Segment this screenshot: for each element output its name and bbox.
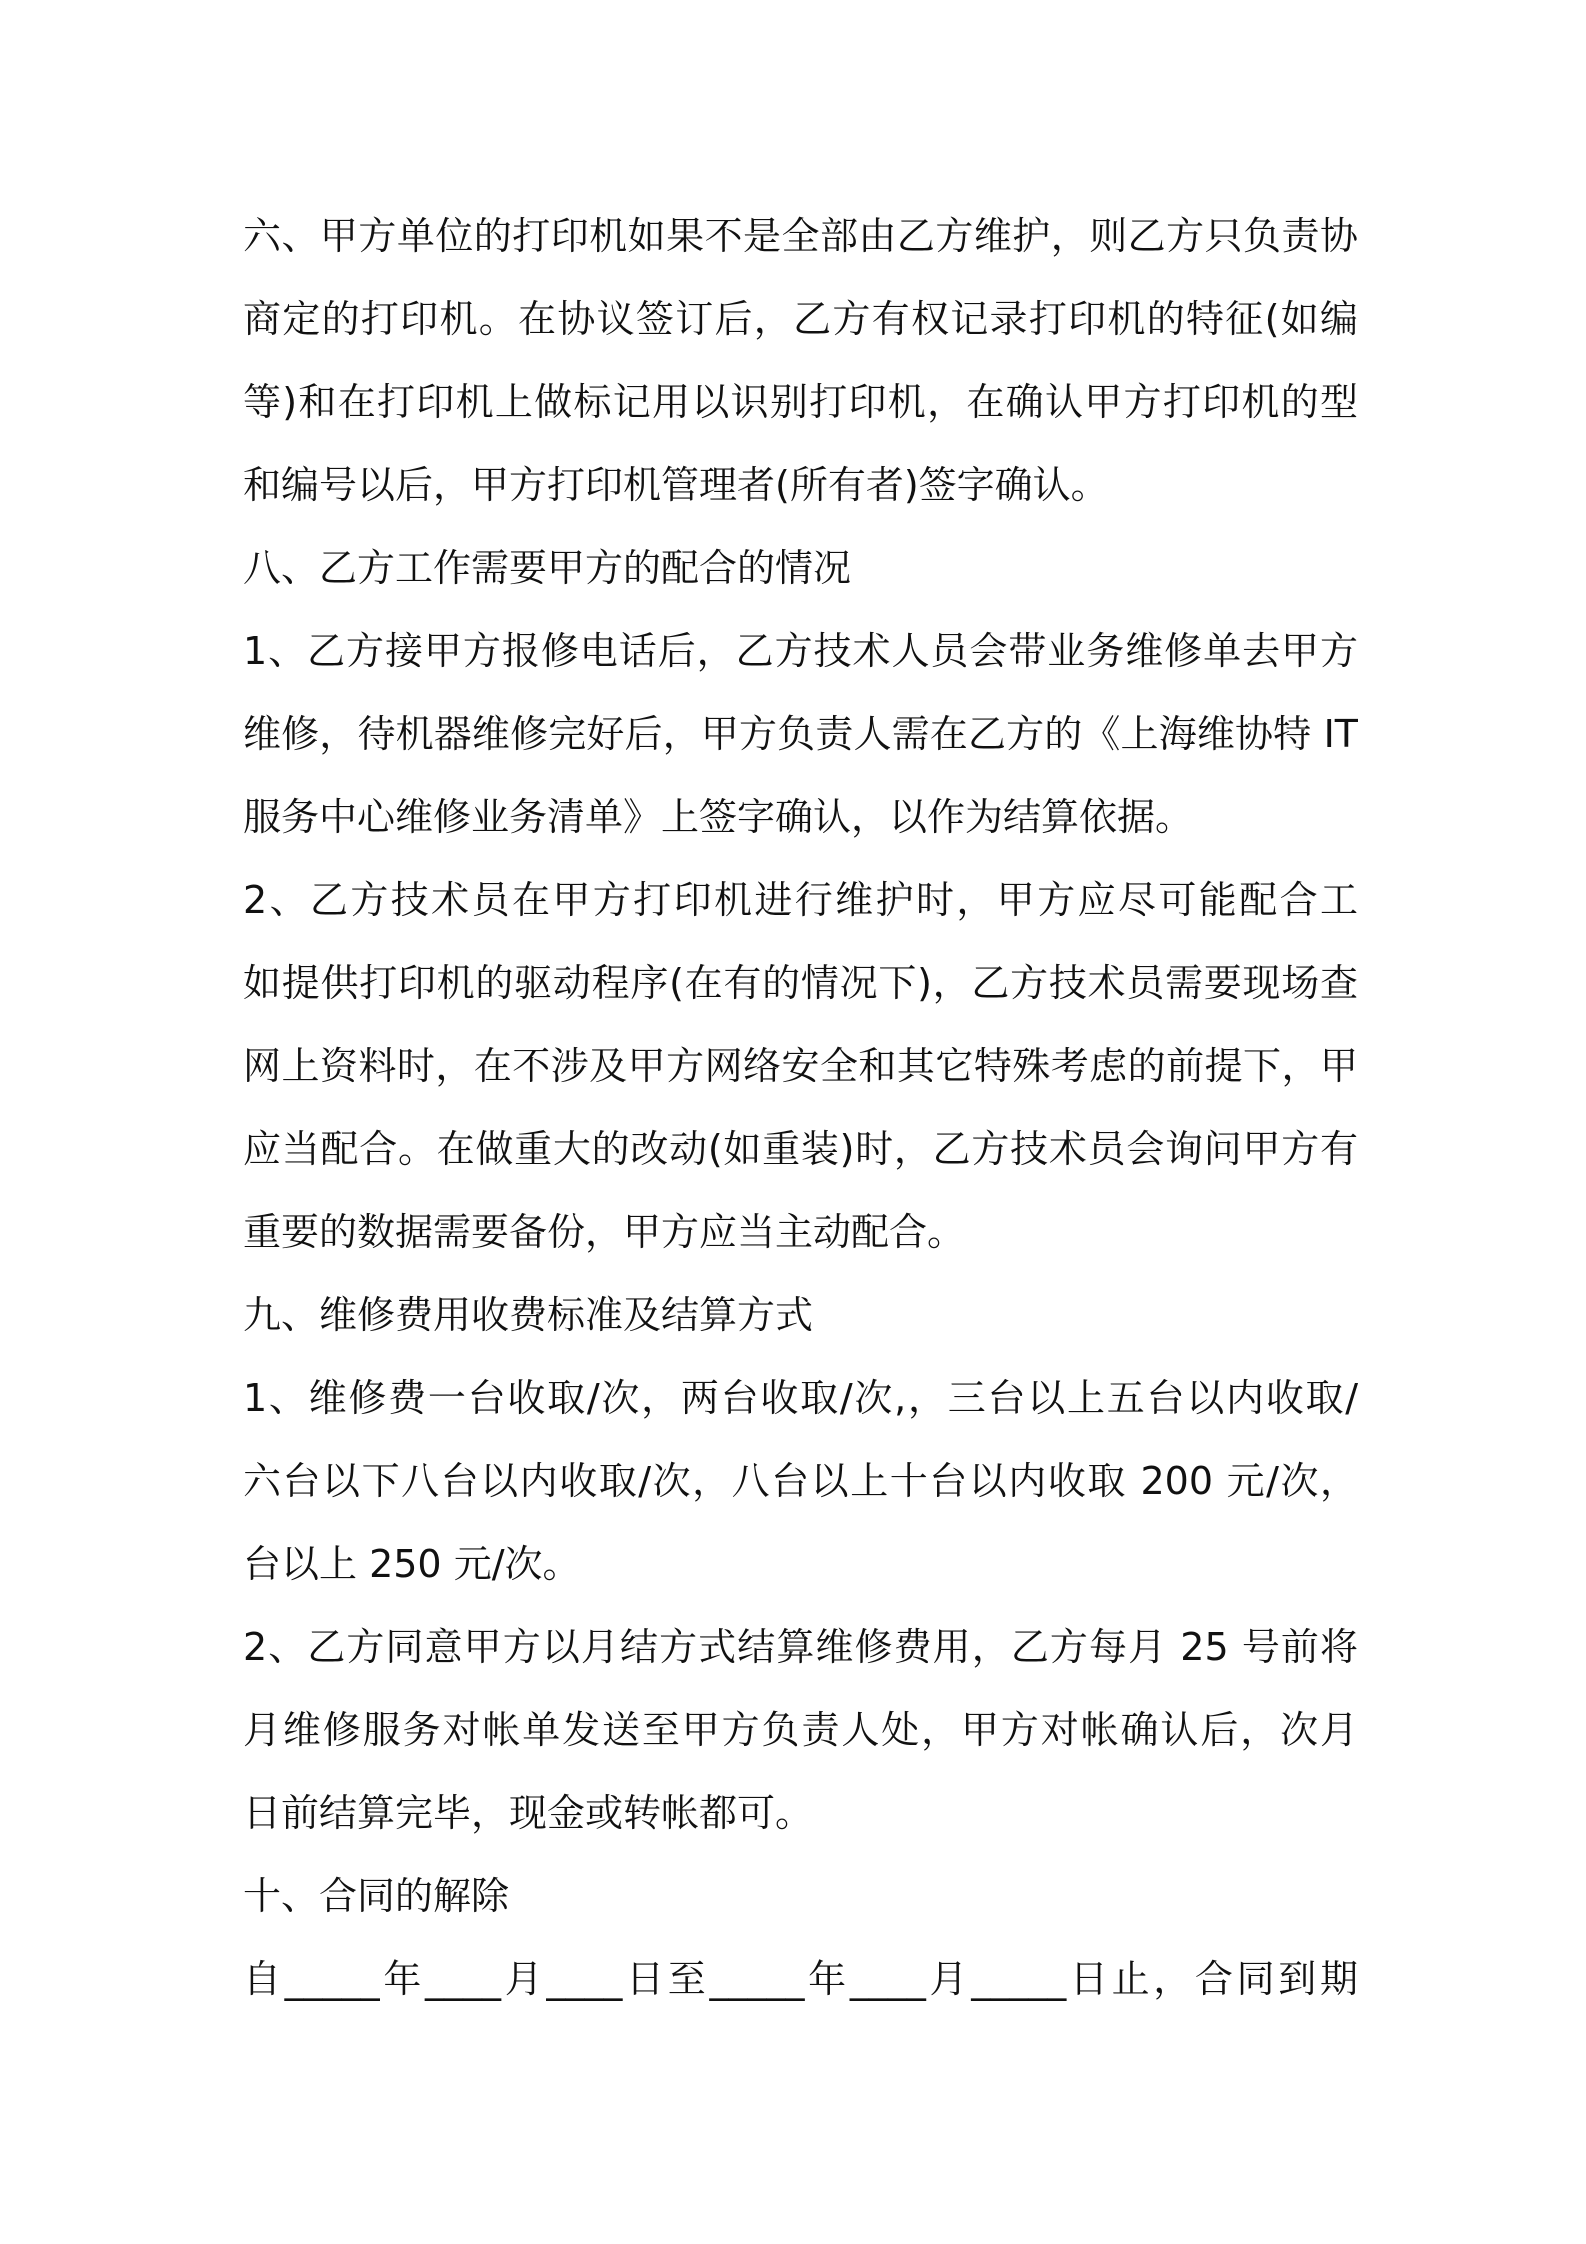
document-body bbox=[243, 195, 1358, 2021]
paragraph-line: 1、乙方接甲方报修电话后，乙方技术人员会带业务维修单去甲方 bbox=[243, 629, 1358, 673]
paragraph-line: 台以上 250 元/次。 bbox=[243, 1542, 581, 1586]
paragraph-line: 服务中心维修业务清单》上签字确认，以作为结算依据。 bbox=[243, 795, 1194, 839]
paragraph-line: 和编号以后，甲方打印机管理者(所有者)签字确认。 bbox=[243, 463, 1109, 507]
paragraph-line: 自_____年____月____日至_____年____月_____日止，合同到期 bbox=[243, 1957, 1358, 2001]
paragraph-line: 六台以下八台以内收取/次，八台以上十台以内收取 200 元/次， bbox=[243, 1459, 1358, 1503]
paragraph-line: 2、乙方同意甲方以月结方式结算维修费用，乙方每月 25 号前将 bbox=[243, 1625, 1358, 1669]
paragraph-line: 商定的打印机。在协议签订后，乙方有权记录打印机的特征(如编 bbox=[243, 297, 1358, 341]
paragraph-line: 维修，待机器维修完好后，甲方负责人需在乙方的《上海维协特 IT bbox=[243, 712, 1358, 756]
paragraph-line: 月维修服务对帐单发送至甲方负责人处，甲方对帐确认后，次月 bbox=[243, 1708, 1358, 1752]
paragraph-line: 1、维修费一台收取/次，两台收取/次,，三台以上五台以内收取/ bbox=[243, 1376, 1358, 1420]
section-heading: 八、乙方工作需要甲方的配合的情况 bbox=[243, 546, 852, 590]
paragraph-line: 2、乙方技术员在甲方打印机进行维护时，甲方应尽可能配合工 bbox=[243, 878, 1358, 922]
paragraph-line: 等)和在打印机上做标记用以识别打印机，在确认甲方打印机的型 bbox=[243, 380, 1358, 424]
section-heading: 九、维修费用收费标准及结算方式 bbox=[243, 1293, 814, 1337]
paragraph-line: 应当配合。在做重大的改动(如重装)时，乙方技术员会询问甲方有 bbox=[243, 1127, 1358, 1171]
section-heading: 十、合同的解除 bbox=[243, 1874, 510, 1918]
paragraph-line: 网上资料时，在不涉及甲方网络安全和其它特殊考虑的前提下，甲 bbox=[243, 1044, 1358, 1088]
paragraph-line: 重要的数据需要备份，甲方应当主动配合。 bbox=[243, 1210, 966, 1254]
paragraph-line: 日前结算完毕，现金或转帐都可。 bbox=[243, 1791, 814, 1835]
paragraph-line: 六、甲方单位的打印机如果不是全部由乙方维护，则乙方只负责协 bbox=[243, 214, 1358, 258]
paragraph-line: 如提供打印机的驱动程序(在有的情况下)，乙方技术员需要现场查 bbox=[243, 961, 1358, 1005]
